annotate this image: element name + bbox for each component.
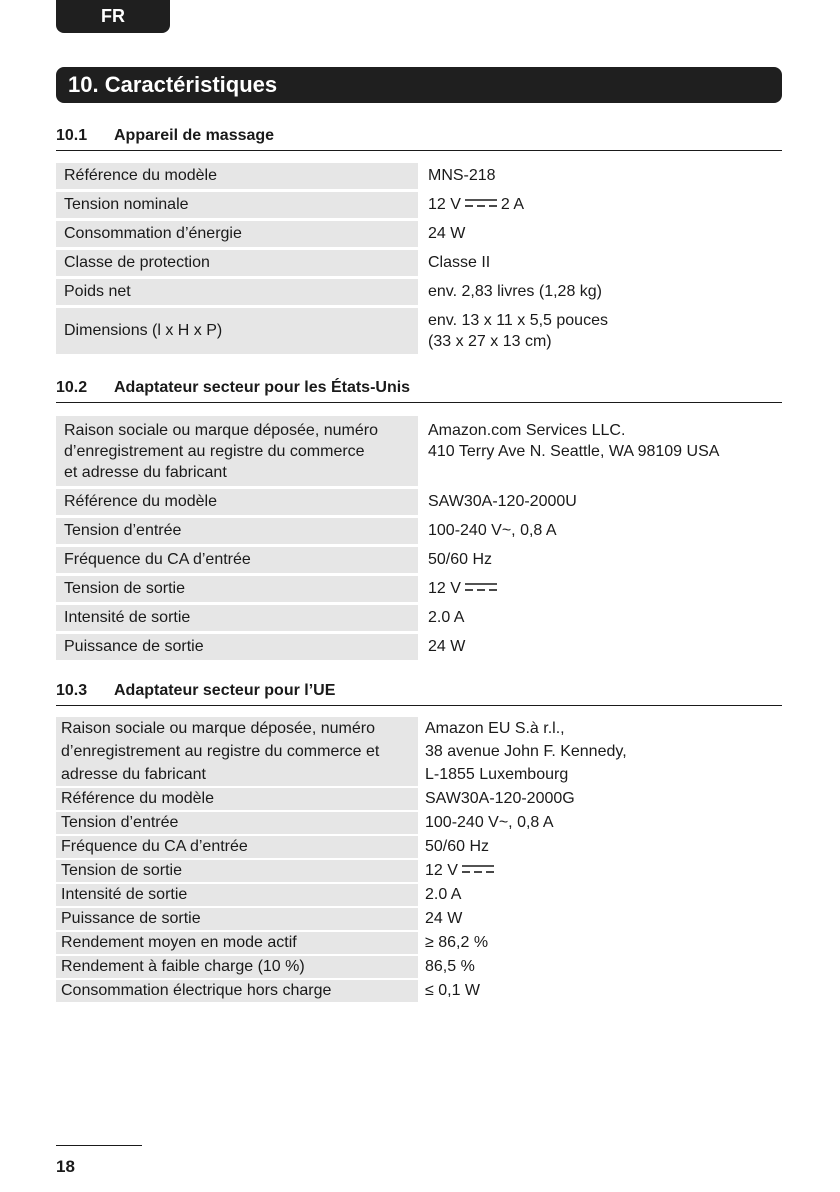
value-voltage: 12 V <box>425 862 458 879</box>
row-value: 100-240 V~, 0,8 A <box>428 522 557 539</box>
chapter-title: 10. Caractéristiques <box>56 67 782 103</box>
table-row <box>56 547 782 573</box>
spec-table-us-adapter <box>56 413 782 663</box>
row-label: Poids net <box>56 279 418 305</box>
row-value: MNS-218 <box>428 167 496 184</box>
table-row <box>56 932 782 954</box>
label-line: d’enregistrement au registre du commerce et <box>61 743 380 760</box>
row-label: Tension nominale <box>56 192 418 218</box>
row-label <box>56 416 418 486</box>
label-line: d’enregistrement au registre du commerce <box>64 442 365 460</box>
spec-table-eu-adapter <box>56 715 782 1004</box>
row-label: Consommation électrique hors charge <box>56 980 418 1002</box>
row-value: ≤ 0,1 W <box>425 982 481 999</box>
row-label: Tension d’entrée <box>56 518 418 544</box>
row-value: 24 W <box>428 638 466 655</box>
row-label: Intensité de sortie <box>56 605 418 631</box>
row-label: Référence du modèle <box>56 489 418 515</box>
table-row <box>56 308 782 354</box>
section-number: 10.3 <box>56 682 88 699</box>
row-value: Classe II <box>428 254 491 271</box>
table-row <box>56 980 782 1002</box>
table-row <box>56 518 782 544</box>
section-title: Appareil de massage <box>114 127 275 144</box>
section-title: Adaptateur secteur pour l’UE <box>114 682 336 699</box>
row-label: Dimensions (l x H x P) <box>56 308 418 354</box>
table-row <box>56 221 782 247</box>
table-row <box>56 717 782 786</box>
table-row <box>56 836 782 858</box>
section-heading-10-1 <box>56 127 782 151</box>
row-label: Tension de sortie <box>56 860 418 882</box>
row-value: SAW30A-120-2000U <box>428 493 577 510</box>
value-line: 410 Terry Ave N. Seattle, WA 98109 USA <box>428 443 720 460</box>
page-number: 18 <box>56 1157 75 1176</box>
value-line: Amazon.com Services LLC. <box>428 422 626 439</box>
row-label: Rendement moyen en mode actif <box>56 932 418 954</box>
row-label: Rendement à faible charge (10 %) <box>56 956 418 978</box>
table-row <box>56 605 782 631</box>
value-line: (33 x 27 x 13 cm) <box>428 333 552 350</box>
value-line: Amazon EU S.à r.l., <box>425 720 565 737</box>
table-row <box>56 884 782 906</box>
table-row <box>56 956 782 978</box>
row-label: Puissance de sortie <box>56 634 418 660</box>
row-label: Classe de protection <box>56 250 418 276</box>
dc-symbol-icon <box>465 198 497 208</box>
row-value <box>418 308 782 354</box>
table-row <box>56 812 782 834</box>
row-label: Intensité de sortie <box>56 884 418 906</box>
table-row <box>56 192 782 218</box>
row-value: 24 W <box>425 910 463 927</box>
table-row <box>56 576 782 602</box>
table-row <box>56 634 782 660</box>
row-label: Tension d’entrée <box>56 812 418 834</box>
value-line: 38 avenue John F. Kennedy, <box>425 743 627 760</box>
row-value: 100-240 V~, 0,8 A <box>425 814 554 831</box>
table-row <box>56 250 782 276</box>
table-row <box>56 788 782 810</box>
row-label: Tension de sortie <box>56 576 418 602</box>
table-row <box>56 416 782 486</box>
row-label <box>56 717 418 786</box>
section-number: 10.2 <box>56 379 88 396</box>
label-line: Raison sociale ou marque déposée, numéro <box>61 720 375 737</box>
row-value <box>418 192 782 218</box>
table-row <box>56 860 782 882</box>
value-current: 2 A <box>500 196 525 213</box>
dc-symbol-icon <box>465 582 497 592</box>
section-heading-10-3 <box>56 682 782 706</box>
value-line: env. 13 x 11 x 5,5 pouces <box>428 312 608 329</box>
row-value: 86,5 % <box>425 958 475 975</box>
value-line: L-1855 Luxembourg <box>425 766 569 783</box>
row-value: 50/60 Hz <box>428 551 493 568</box>
row-label: Puissance de sortie <box>56 908 418 930</box>
row-label: Référence du modèle <box>56 788 418 810</box>
table-row <box>56 163 782 189</box>
value-voltage: 12 V <box>428 196 461 213</box>
row-label: Fréquence du CA d’entrée <box>56 547 418 573</box>
row-value <box>418 576 782 602</box>
value-voltage: 12 V <box>428 580 461 597</box>
row-value: 2.0 A <box>425 886 462 903</box>
table-row <box>56 908 782 930</box>
table-row <box>56 279 782 305</box>
footer-divider <box>56 1145 142 1146</box>
label-line: adresse du fabricant <box>61 766 206 783</box>
row-value: ≥ 86,2 % <box>425 934 489 951</box>
row-value <box>418 416 782 486</box>
row-value: 2.0 A <box>428 609 465 626</box>
dc-symbol-icon <box>462 864 494 874</box>
section-number: 10.1 <box>56 127 88 144</box>
row-value <box>418 717 782 786</box>
row-label: Référence du modèle <box>56 163 418 189</box>
spec-table-massager <box>56 160 782 357</box>
row-label: Consommation d’énergie <box>56 221 418 247</box>
row-value: SAW30A-120-2000G <box>425 790 575 807</box>
label-line: et adresse du fabricant <box>64 463 227 481</box>
row-value: env. 2,83 livres (1,28 kg) <box>428 283 603 300</box>
table-row <box>56 489 782 515</box>
row-value: 50/60 Hz <box>425 838 490 855</box>
row-value <box>418 860 782 882</box>
language-tab: FR <box>56 0 170 33</box>
section-heading-10-2 <box>56 379 782 403</box>
row-label: Fréquence du CA d’entrée <box>56 836 418 858</box>
label-line: Raison sociale ou marque déposée, numéro <box>64 421 378 439</box>
row-value: 24 W <box>428 225 466 242</box>
section-title: Adaptateur secteur pour les États-Unis <box>114 379 411 396</box>
